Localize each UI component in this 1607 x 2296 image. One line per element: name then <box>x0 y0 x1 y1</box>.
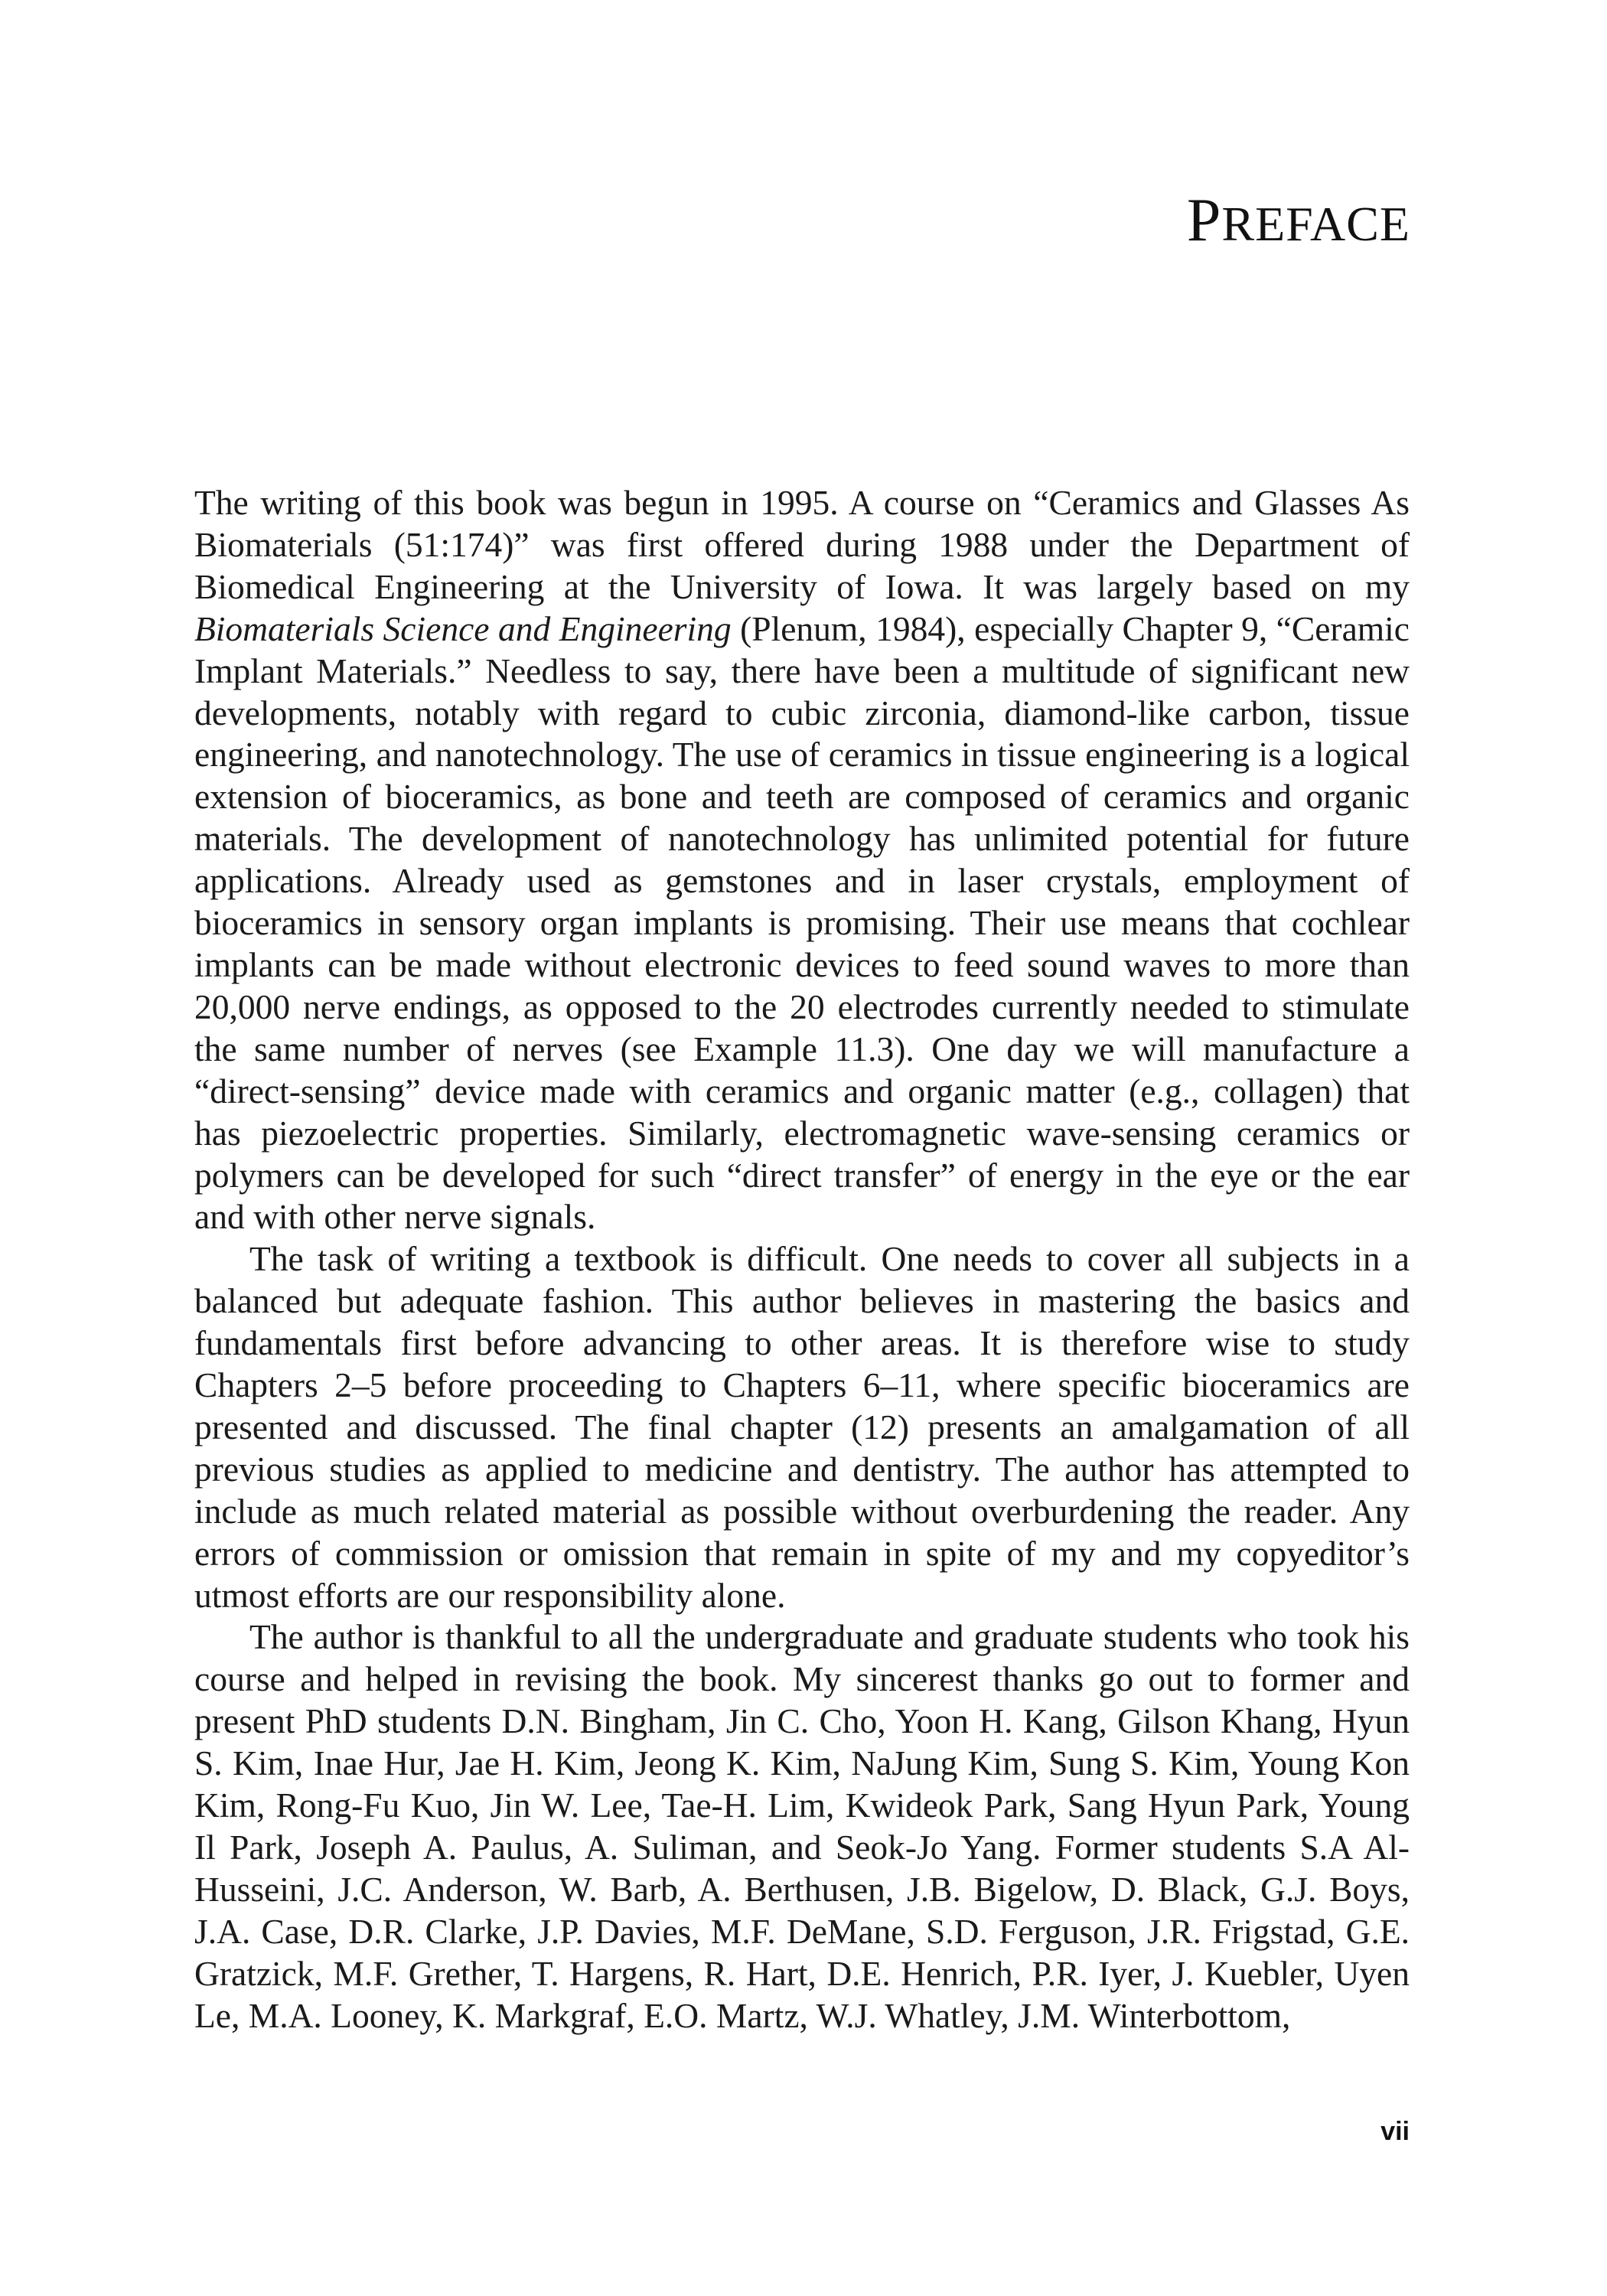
page-title <box>1186 187 1410 254</box>
preface-body <box>194 482 1410 2037</box>
paragraph-1-text-a: The writing of this book was begun in 1995. A course on “Ceramics and Glasses As Biomaterials (51:174)” was first offered during 1988 under the Department of Biomedical Engineering at the University of Iowa. It was largely based on my <box>194 483 1410 606</box>
page-title-initial: P <box>1186 187 1222 254</box>
paragraph-1 <box>194 482 1410 1238</box>
paragraph-2: The task of writing a textbook is difficult. One needs to cover all subjects in a balanced but adequate fashion. This author believes in mastering the basics and fundamentals first before advancing to other areas. It is therefore wise to study Chapters 2–5 before proceeding to Chapters 6–11, where specific bioceramics are presented and discussed. The final chapter (12) presents an amalgamation of all previous studies as applied to medicine and dentistry. The author has attempted to include as much related material as possible without overburdening the reader. Any errors of commission or omission that remain in spite of my and my copyeditor’s utmost efforts are our responsibility alone. <box>194 1239 1410 1615</box>
paragraph-3: The author is thankful to all the undergraduate and graduate students who took his course and helped in revising the book. My sincerest thanks go out to former and present PhD students D.N. Bingham, Jin C. Cho, Yoon H. Kang, Gilson Khang, Hyun S. Kim, Inae Hur, Jae H. Kim, Jeong K. Kim, NaJung Kim, Sung S. Kim, Young Kon Kim, Rong-Fu Kuo, Jin W. Lee, Tae-H. Lim, Kwideok Park, Sang Hyun Park, Young Il Park, Joseph A. Paulus, A. Suliman, and Seok-Jo Yang. Former students S.A Al-Husseini, J.C. Anderson, W. Barb, A. Berthusen, J.B. Bigelow, D. Black, G.J. Boys, J.A. Case, D.R. Clarke, J.P. Davies, M.F. DeMane, S.D. Ferguson, J.R. Frigstad, G.E. Gratzick, M.F. Grether, T. Hargens, R. Hart, D.E. Henrich, P.R. Iyer, J. Kuebler, Uyen Le, M.A. Looney, K. Markgraf, E.O. Martz, W.J. Whatley, J.M. Winterbottom, <box>194 1617 1410 2035</box>
book-title-italic: Biomaterials Science and Engineering <box>194 608 732 648</box>
page-title-rest: REFACE <box>1221 197 1410 251</box>
paragraph-1-text-b: (Plenum, 1984), especially Chapter 9, “Ceramic Implant Materials.” Needless to say, there have been a multitude of significant new developments, notably with regard to cubic zirconia, diamond-like carbon, tissue engineering, and nanotechnology. The use of ceramics in tissue engineering is a logical extension of bioceramics, as bone and teeth are composed of ceramics and organic materials. The development of nanotechnology has unlimited potential for future applications. Already used as gemstones and in laser crystals, employment of bioceramics in sensory organ implants is promising. Their use means that cochlear implants can be made without electronic devices to feed sound waves to more than 20,000 nerve endings, as opposed to the 20 electrodes currently needed to stimulate the same number of nerves (see Example 11.3). One day we will manufacture a “direct-sensing” device made with ceramics and organic matter (e.g., collagen) that has piezoelectric properties. Similarly, electromagnetic wave-sensing ceramics or polymers can be developed for such “direct transfer” of energy in the eye or the ear and with other nerve signals. <box>194 608 1410 1237</box>
page-number: vii <box>1380 2117 1410 2146</box>
